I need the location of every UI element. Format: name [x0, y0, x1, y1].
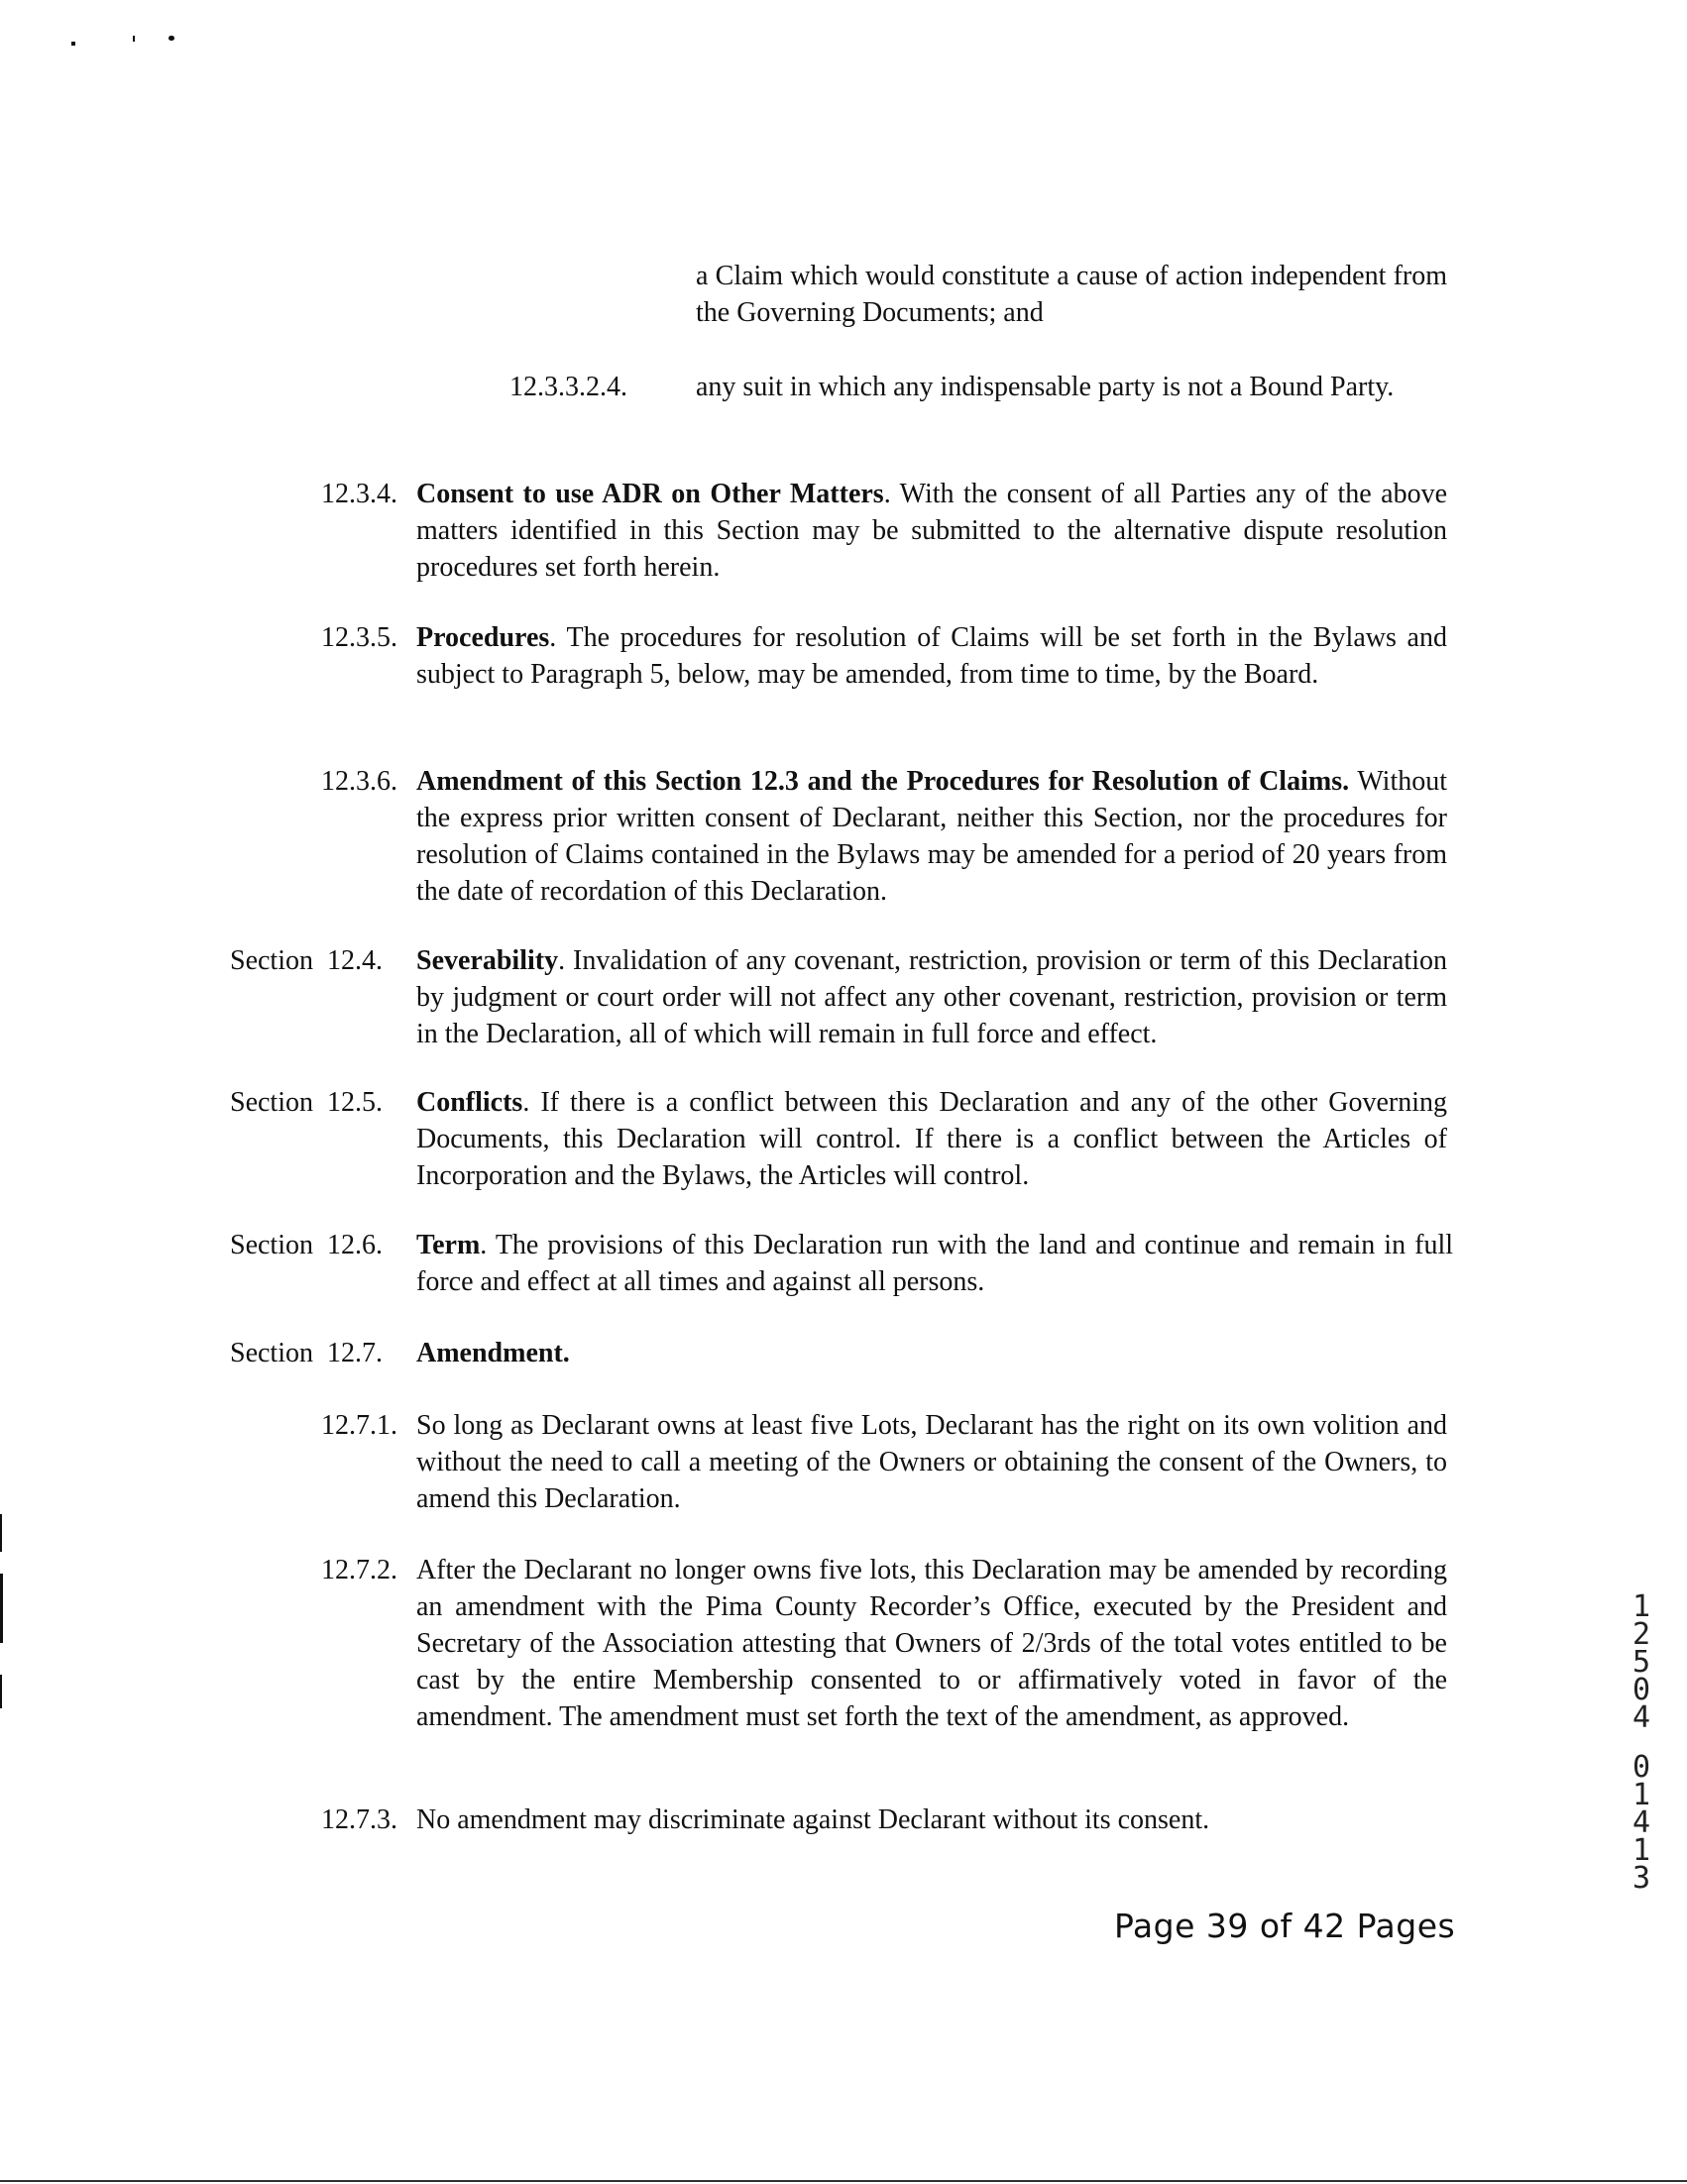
clause-heading: Procedures: [416, 622, 550, 653]
section-number: Section 12.7.: [230, 1338, 383, 1368]
clause-number: 12.3.5.: [321, 622, 397, 653]
stamp-digit: 5: [1631, 1645, 1651, 1680]
section-heading: Amendment.: [416, 1338, 570, 1368]
clause-paragraph: [416, 763, 1447, 910]
clause-number: 12.7.2.: [321, 1555, 397, 1585]
section-heading: Term: [416, 1230, 481, 1260]
clause-heading: Amendment of this Section 12.3 and the Procedures for Resolution of Claims.: [416, 766, 1350, 797]
clause-number: 12.3.3.2.4.: [509, 372, 627, 402]
stamp-digit: 0: [1631, 1673, 1651, 1707]
stamp-digit: 1: [1631, 1833, 1651, 1868]
scan-bottom-edge: [0, 2180, 1687, 2182]
clause-number: 12.7.1.: [321, 1410, 397, 1441]
clause-text: Without the express prior written consent of Declarant, neither this Section, nor the procedures for resolution of Claims contained in the Bylaws may be amended for a period of 20 years from the date of recordation of this Declaration.: [416, 766, 1447, 907]
section-heading: Severability: [416, 945, 559, 976]
stamp-digit: 0: [1631, 1750, 1651, 1785]
clause-number: 12.7.3.: [321, 1804, 397, 1835]
scan-edge-mark: [0, 1675, 2, 1708]
recording-number-stamp: [1622, 1589, 1661, 1896]
section-text: . The provisions of this Declaration run with the land and continue and remain in full force and effect at all times and against all persons.: [416, 1230, 1453, 1297]
stamp-digit: 4: [1631, 1700, 1651, 1735]
clause-text: . The procedures for resolution of Claims will be set forth in the Bylaws and subject to Paragraph 5, below, may be amended, from time to time, by the Board.: [416, 622, 1447, 690]
section-paragraph: [416, 1084, 1447, 1194]
clause-number: 12.3.6.: [321, 766, 397, 797]
clause-text: any suit in which any indispensable party is not a Bound Party.: [696, 372, 1395, 402]
stamp-digit: 4: [1631, 1805, 1651, 1840]
clause-text: . With the consent of all Parties any of the above matters identified in this Section may be submitted to the alternative dispute resolution procedures set forth herein.: [416, 479, 1447, 583]
clause-heading: Consent to use ADR on Other Matters: [416, 479, 884, 509]
section-paragraph: [416, 1227, 1453, 1300]
stamp-digit: 1: [1631, 1778, 1651, 1812]
section-text: . If there is a conflict between this Declaration and any of the other Governing Documents, this Declaration will control. If there is a conflict between the Articles of Incorporation and the Bylaws, the Articles will control.: [416, 1087, 1447, 1191]
clause-paragraph: [416, 619, 1447, 693]
scan-speck: [133, 36, 135, 42]
scan-edge-mark: [0, 1574, 3, 1643]
clause-text: After the Declarant no longer owns five lots, this Declaration may be amended by recording an amendment with the Pima County Recorder’s Office, executed by the President and Secretary of the Association attesting that Owners of 2/3rds of the total votes entitled to be cast by the entire Membership consented to or affirmatively voted in favor of the amendment. The amendment must set forth the text of the amendment, as approved.: [416, 1555, 1447, 1732]
section-text: . Invalidation of any covenant, restriction, provision or term of this Declaration by judgment or court order will not affect any other covenant, restriction, provision or term in the Declaration, all of which will remain in full force and effect.: [416, 945, 1447, 1049]
stamp-digit: 2: [1631, 1617, 1651, 1652]
clause-text: So long as Declarant owns at least five Lots, Declarant has the right on its own volition and without the need to call a meeting of the Owners or obtaining the consent of the Owners, to amend this Declaration.: [416, 1410, 1447, 1514]
section-number: Section 12.4.: [230, 945, 383, 976]
scan-speck: [169, 36, 174, 41]
page-number: Page 39 of 42 Pages: [1114, 1907, 1456, 1945]
section-number: Section 12.5.: [230, 1087, 383, 1118]
scan-edge-mark: [0, 1514, 2, 1552]
section-heading: Conflicts: [416, 1087, 523, 1118]
clause-text: No amendment may discriminate against Declarant without its consent.: [416, 1804, 1210, 1835]
scan-speck: [71, 42, 75, 46]
section-paragraph: [416, 942, 1447, 1052]
paragraph-continuation: a Claim which would constitute a cause of action independent from the Governing Documents; and: [696, 261, 1447, 328]
clause-paragraph: [416, 476, 1447, 586]
stamp-digit: 3: [1631, 1861, 1651, 1896]
section-number: Section 12.6.: [230, 1230, 383, 1260]
clause-number: 12.3.4.: [321, 479, 397, 509]
stamp-digit: 1: [1631, 1589, 1651, 1624]
